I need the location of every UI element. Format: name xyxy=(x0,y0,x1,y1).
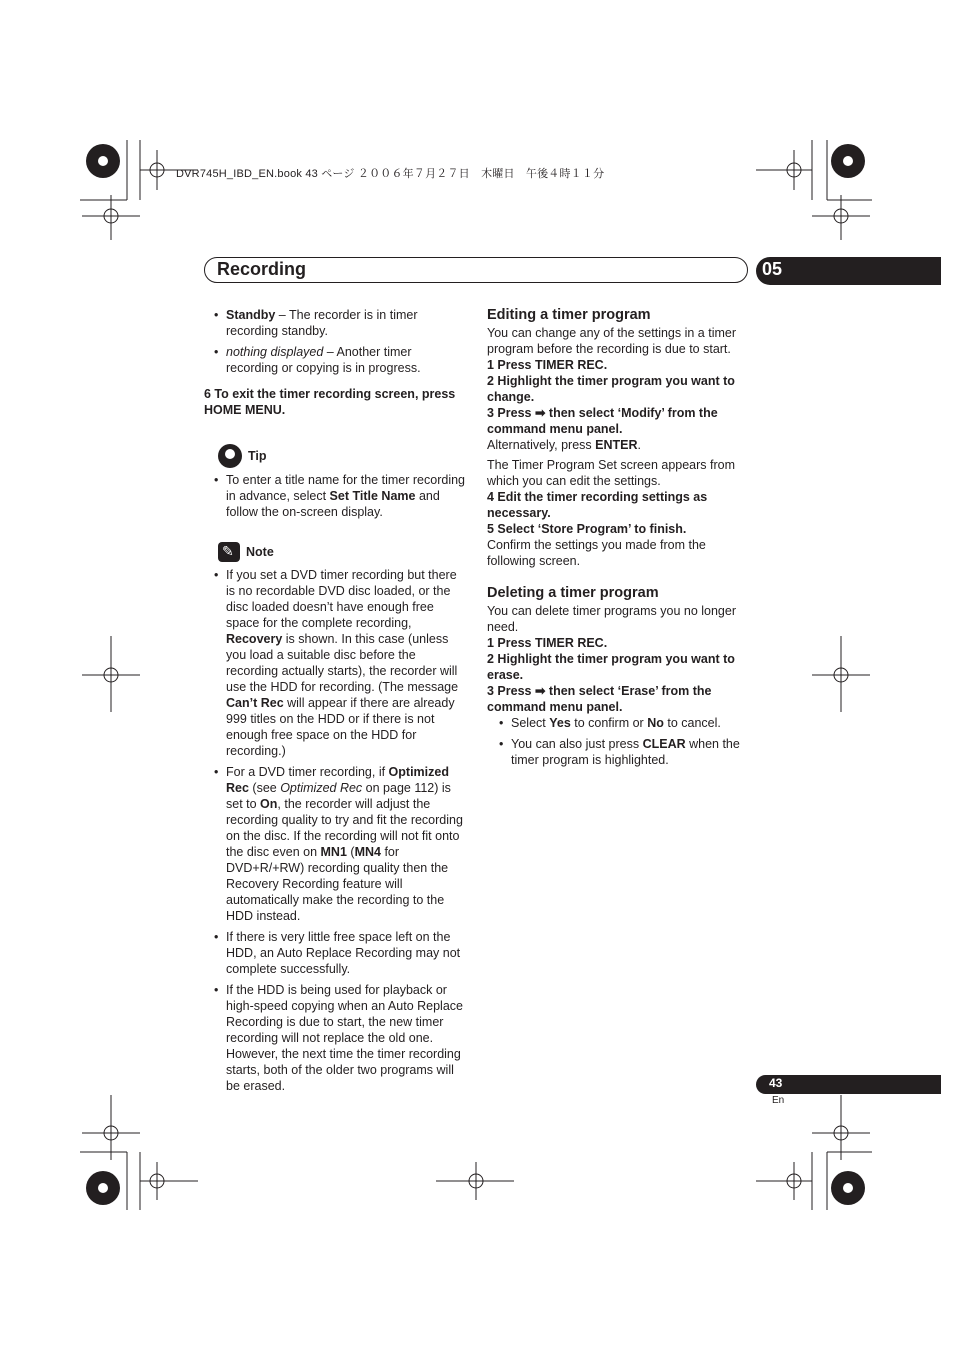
print-header: DVR745H_IBD_EN.book 43 ページ ２００６年７月２７日 木曜日 午後４時１１分 xyxy=(176,168,605,180)
page-language: En xyxy=(772,1095,785,1106)
delete-text: to confirm or xyxy=(570,716,648,730)
delete-step-2: 2 Highlight the timer program you want to erase. xyxy=(487,652,735,682)
bullet-text: – The recorder is in timer recording standby. xyxy=(226,308,418,338)
note-bold: On xyxy=(260,797,278,811)
delete-step-1: 1 Press TIMER REC. xyxy=(487,636,608,650)
list-item xyxy=(214,307,466,339)
tip-header xyxy=(204,444,466,468)
note-bold: MN4 xyxy=(354,845,381,859)
edit-step-2: 2 Highlight the timer program you want to change. xyxy=(487,374,735,404)
tip-label: Tip xyxy=(248,449,267,463)
enter-key-label: ENTER xyxy=(595,438,638,452)
edit-alt-text: . xyxy=(637,438,642,452)
tip-text: and follow the on-screen display. xyxy=(226,489,440,519)
edit-heading: Editing a timer program xyxy=(487,307,651,323)
edit-intro: You can change any of the settings in a timer program before the recording is due to start. xyxy=(487,326,737,356)
delete-text: when the timer program is highlighted. xyxy=(511,737,740,767)
clear-label: CLEAR xyxy=(642,737,686,751)
bullet-term: nothing displayed xyxy=(226,345,324,359)
note-text: for DVD+R/+RW) recording quality then the Recovery Recording feature will automatically make the recording to the HDD instead. xyxy=(226,845,449,923)
delete-bullet xyxy=(499,736,751,768)
bullet-text: – Another timer recording or copying is in progress. xyxy=(226,345,421,375)
right-column xyxy=(487,307,751,773)
yes-label: Yes xyxy=(549,716,571,730)
pencil-icon xyxy=(218,542,240,562)
note-bold: Recovery xyxy=(226,632,283,646)
note-label: Note xyxy=(246,545,274,559)
edit-alt-text: Alternatively, press xyxy=(487,438,596,452)
delete-text: You can also just press xyxy=(511,737,643,751)
note-text: For a DVD timer recording, if xyxy=(226,765,389,779)
edit-step-1: 1 Press TIMER REC. xyxy=(487,358,608,372)
note-bold: Optimized Rec xyxy=(226,765,449,795)
chapter-number: 05 xyxy=(762,259,783,279)
chapter-tab xyxy=(756,257,941,285)
note-item xyxy=(214,567,466,759)
note-text: is shown. In this case (unless you load a suitable disc before the recording actually starts), the recorder will use the HDD for recording. (The message xyxy=(226,632,459,694)
note-item: • If the HDD is being used for playback or high-speed copying when an Auto Replace Recording is due to start, the new timer recording will not replace the old one. However, the next time the timer recording starts, both of the older two programs will be erased. xyxy=(214,982,466,1094)
note-text: If you set a DVD timer recording but there is no recordable DVD disc loaded, or the disc loaded doesn’t have enough free space for the complete recording, xyxy=(226,568,457,630)
note-item: • If there is very little free space left on the HDD, an Auto Replace Recording may not complete successfully. xyxy=(214,929,466,977)
bullet-term: Standby xyxy=(226,308,276,322)
delete-heading: Deleting a timer program xyxy=(487,585,659,601)
note-item xyxy=(214,764,466,924)
delete-step-3: 3 Press ➡ then select ‘Erase’ from the command menu panel. xyxy=(487,684,712,714)
edit-step-5: 5 Select ‘Store Program’ to finish. xyxy=(487,522,687,536)
delete-text: Select xyxy=(511,716,550,730)
edit-alternative xyxy=(487,437,751,453)
delete-intro: You can delete timer programs you no longer need. xyxy=(487,604,736,634)
list-item xyxy=(214,344,466,376)
delete-text: to cancel. xyxy=(663,716,721,730)
note-text: (see xyxy=(248,781,281,795)
edit-step-3: 3 Press ➡ then select ‘Modify’ from the command menu panel. xyxy=(487,406,718,436)
note-text: on page 112) is set to xyxy=(226,781,451,811)
page-number: 43 xyxy=(769,1076,783,1090)
lightbulb-icon xyxy=(218,444,242,468)
tip-text: To enter a title name for the timer recording in advance, select xyxy=(226,473,466,503)
note-italic: Optimized Rec xyxy=(280,781,363,795)
tip-bold: Set Title Name xyxy=(329,489,416,503)
tip-item xyxy=(214,472,466,520)
note-bold: Can’t Rec xyxy=(226,696,284,710)
page-tab xyxy=(756,1075,941,1094)
no-label: No xyxy=(647,716,664,730)
note-text: , the recorder will adjust the recording quality to try and fit the recording on the disc. If the recording will not fit onto the disc even on xyxy=(226,797,463,859)
edit-appears: The Timer Program Set screen appears from which you can edit the settings. xyxy=(487,458,736,488)
step-6: 6 To exit the timer recording screen, press HOME MENU. xyxy=(204,387,456,417)
section-title: Recording xyxy=(217,259,307,279)
edit-confirm: Confirm the settings you made from the following screen. xyxy=(487,538,706,568)
note-bold: MN1 xyxy=(320,845,347,859)
left-column xyxy=(204,307,466,1099)
note-header xyxy=(204,542,466,562)
note-text: ( xyxy=(346,845,355,859)
delete-bullet xyxy=(499,715,751,731)
note-text: will appear if there are already 999 titles on the HDD or if there is not enough free space on the HDD for recording.) xyxy=(226,696,455,758)
edit-step-4: 4 Edit the timer recording settings as necessary. xyxy=(487,490,708,520)
